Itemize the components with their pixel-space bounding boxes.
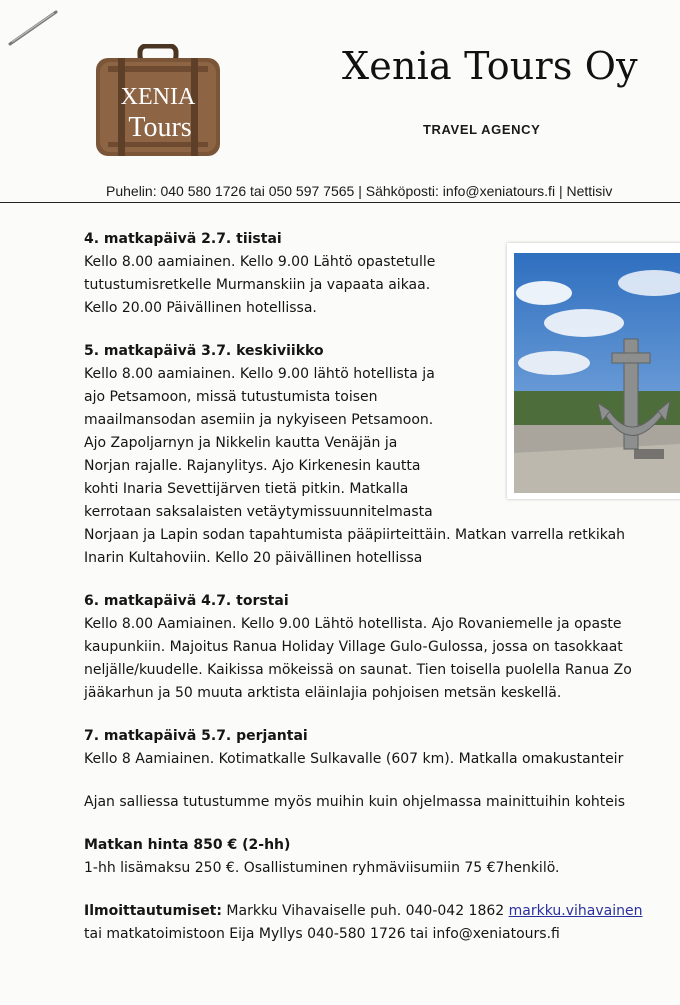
day-text-line: tutustumisretkelle Murmanskiin ja vapaata aikaa. xyxy=(84,277,431,293)
signup-section xyxy=(84,900,680,946)
day-text-line: Ajo Zapoljarnyn ja Nikkelin kautta Venäjän ja xyxy=(84,435,398,451)
note-section xyxy=(84,791,680,814)
price-text: 1-hh lisämaksu 250 €. Osallistuminen ryhmäviisumiin 75 €7henkilö. xyxy=(84,860,560,876)
day-text-line: Kello 20.00 Päivällinen hotellissa. xyxy=(84,300,317,316)
day-text-line: kerrotaan saksalaisten vetäytymissuunnitelmasta xyxy=(84,504,433,520)
day-text-line: Kello 8 Aamiainen. Kotimatkalle Sulkavalle (607 km). Matkalla omakustanteir xyxy=(84,751,624,767)
day-section-7 xyxy=(84,725,680,771)
email-link[interactable]: markku.vihavainen xyxy=(508,903,643,919)
day-text-line: neljälle/kuudelle. Kaikissa mökeissä on saunat. Tien toisella puolella Ranua Zo xyxy=(84,662,632,678)
day-section-4 xyxy=(84,228,680,320)
day-text-line: ajo Petsamoon, missä tutustumista toisen xyxy=(84,389,378,405)
day-heading: 4. matkapäivä 2.7. tiistai xyxy=(84,231,282,247)
tagline: TRAVEL AGENCY xyxy=(423,122,541,137)
day-text-line: Kello 8.00 aamiainen. Kello 9.00 Lähtö opastetulle xyxy=(84,254,436,270)
day-heading: 6. matkapäivä 4.7. torstai xyxy=(84,593,289,609)
day-text-line: maailmansodan asemiin ja nykyiseen Petsamoon. xyxy=(84,412,434,428)
day-heading: 5. matkapäivä 3.7. keskiviikko xyxy=(84,343,324,359)
paperclip-mark xyxy=(4,6,64,46)
signup-label: Ilmoittautumiset: xyxy=(84,903,222,919)
company-name: Xenia Tours Oy xyxy=(342,44,638,88)
suitcase-logo xyxy=(94,44,222,158)
day-text-line: kaupunkiin. Majoitus Ranua Holiday Village Gulo-Gulossa, jossa on tasokkaat xyxy=(84,639,623,655)
day-text-line: jääkarhun ja 50 muuta arktista eläinlajia pohjoisen metsän keskellä. xyxy=(84,685,562,701)
signup-line2: tai matkatoimistoon Eija Myllys 040-580 1726 tai info@xeniatours.fi xyxy=(84,926,560,942)
logo-text-tours: Tours xyxy=(128,112,192,143)
logo-text-xenia: XENIA xyxy=(120,84,196,110)
day-text-line: Norjan rajalle. Rajanylitys. Ajo Kirkenesin kautta xyxy=(84,458,421,474)
day-text-line: Kello 8.00 Aamiainen. Kello 9.00 Lähtö hotellista. Ajo Rovaniemelle ja opaste xyxy=(84,616,622,632)
day-section-5 xyxy=(84,340,680,570)
price-heading: Matkan hinta 850 € (2-hh) xyxy=(84,837,291,853)
day-section-6 xyxy=(84,590,680,705)
contact-bar xyxy=(0,182,680,203)
day-text-line: Kello 8.00 aamiainen. Kello 9.00 lähtö hotellista ja xyxy=(84,366,435,382)
day-heading: 7. matkapäivä 5.7. perjantai xyxy=(84,728,308,744)
contact-text: Puhelin: 040 580 1726 tai 050 597 7565 | Sähköposti: info@xeniatours.fi | Nettisiv xyxy=(106,183,613,199)
day-text-line: kohti Inaria Sevettijärven tietä pitkin. Matkalla xyxy=(84,481,409,497)
signup-text: Markku Vihavaiselle puh. 040-042 1862 xyxy=(221,903,509,919)
note-text: Ajan salliessa tutustumme myös muihin kuin ohjelmassa mainittuihin kohteis xyxy=(84,794,626,810)
day-text-line: Inarin Kultahoviin. Kello 20 päivällinen hotellissa xyxy=(84,550,423,566)
day-text-line: Norjaan ja Lapin sodan tapahtumista pääpiirteittäin. Matkan varrella retkikah xyxy=(84,527,626,543)
price-section xyxy=(84,834,680,880)
itinerary-content xyxy=(84,228,680,966)
